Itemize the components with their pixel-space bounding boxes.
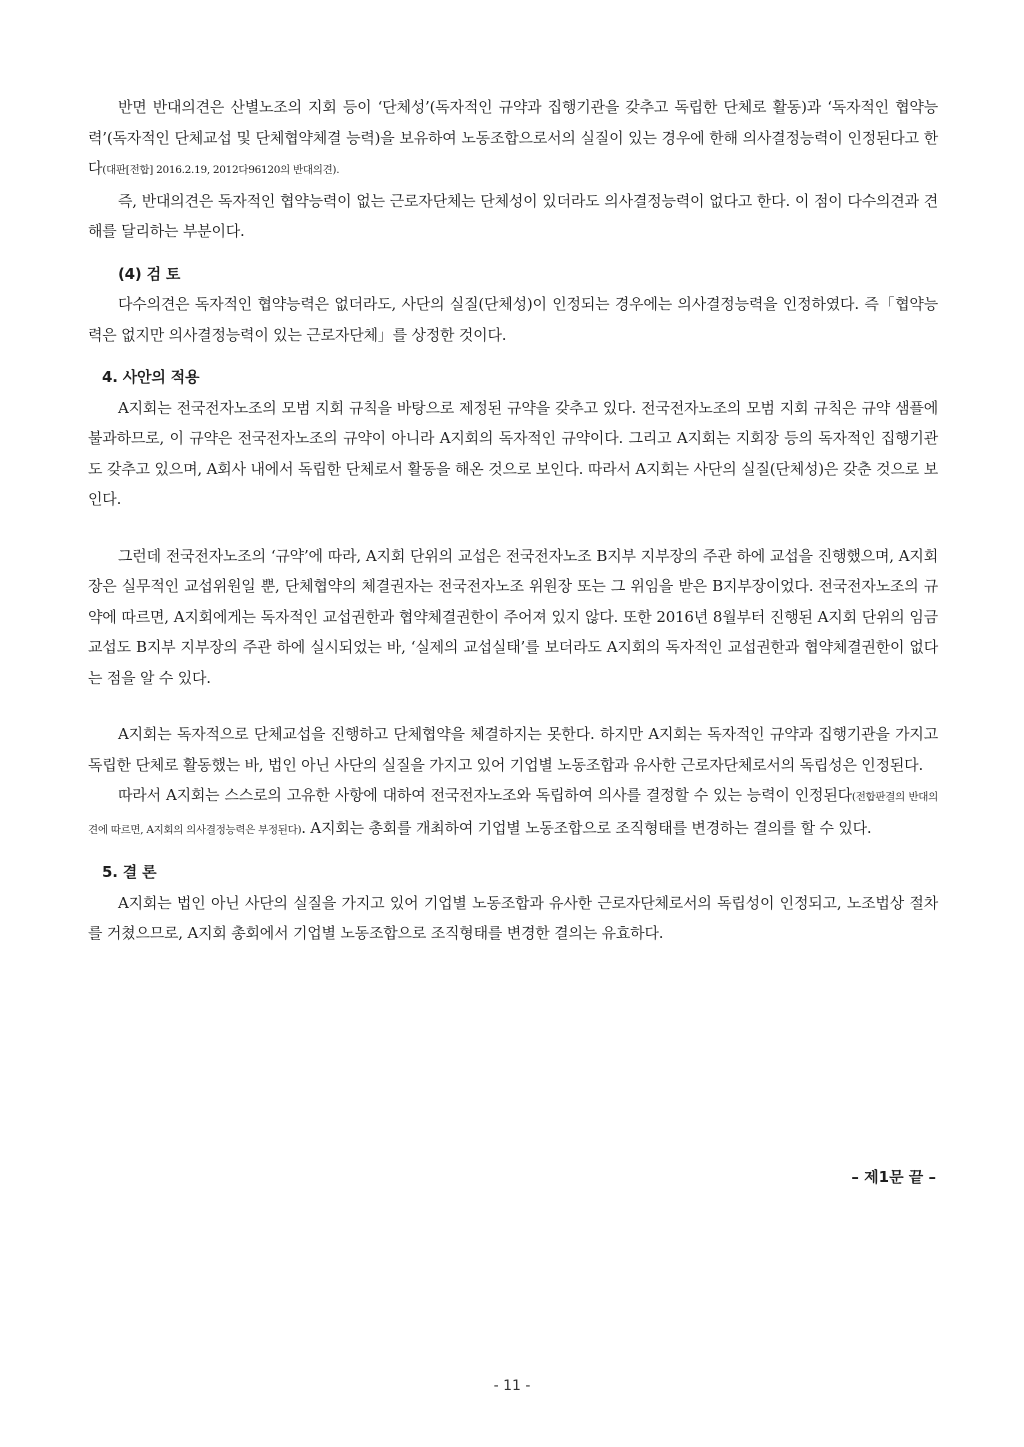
section-5-heading: 5. 결 론 (102, 863, 157, 881)
paragraph-application-2: 그런데 전국전자노조의 ‘규약’에 따라, A지회 단위의 교섭은 전국전자노조 B지부 지부장의 주관 하에 교섭을 진행했으며, A지회장은 실무적인 교섭위원일 뿐, 단체협약의 체결권자는 전국전자노조 위원장 또는 그 위임을 받은 B지부장이었다. 전국전자노조의 규약에 따르면, A지회에게는 독자적인 교섭권한과 협약체결권한이 주어져 있지 않다. 또한 2016년 8월부터 진행된 A지회 단위의 임금교섭도 B지부 지부장의 주관 하에 실시되었는 바, ‘실제의 교섭실태’를 보더라도 A지회의 독자적인 교섭권한과 협약체결권한이 없다는 점을 알 수 있다. (88, 546, 938, 687)
application-4-start: 따라서 A지회는 스스로의 고유한 사항에 대하여 전국전자노조와 독립하여 의사를 결정할 수 있는 능력이 인정된다 (118, 786, 852, 804)
paragraph-application-4 (88, 780, 938, 845)
paragraph-review: 다수의견은 독자적인 협약능력은 없더라도, 사단의 실질(단체성)이 인정되는 경우에는 의사결정능력을 인정하였다. 즉「협약능력은 없지만 의사결정능력이 있는 근로자단체」를 상정한 것이다. (88, 295, 938, 344)
paragraph-dissent-summary: 즉, 반대의견은 독자적인 협약능력이 없는 근로자단체는 단체성이 있더라도 의사결정능력이 없다고 한다. 이 점이 다수의견과 견해를 달리하는 부분이다. (88, 191, 938, 240)
page-number: - 11 - (493, 1378, 531, 1394)
paragraph-application-1: A지회는 전국전자노조의 모범 지회 규칙을 바탕으로 제정된 규약을 갖추고 있다. 전국전자노조의 모범 지회 규칙은 규약 샘플에 불과하므로, 이 규약은 전국전자노조의 규약이 아니라 A지회의 독자적인 규약이다. 그리고 A지회는 지회장 등의 독자적인 집행기관도 갖추고 있으며, A회사 내에서 독립한 단체로서 활동을 해온 것으로 보인다. 따라서 A지회는 사단의 실질(단체성)은 갖춘 것으로 보인다. (88, 398, 938, 508)
end-of-question-mark: – 제1문 끝 – (851, 1168, 936, 1186)
dissent-citation: (대판[전합] 2016.2.19, 2012다96120의 반대의견). (102, 164, 340, 176)
section-4-heading: 4. 사안의 적용 (102, 368, 200, 386)
dissent-text: 반면 반대의견은 산별노조의 지회 등이 ‘단체성’(독자적인 규약과 집행기관을 갖추고 독립한 단체로 활동)과 ‘독자적인 협약능력’(독자적인 단체교섭 및 단체협약체결 능력)을 보유하여 노동조합으로서의 실질이 있는 경우에 한해 의사결정능력이 인정된다고 한다 (88, 98, 938, 177)
document-body (88, 92, 938, 949)
review-heading: (4) 검 토 (118, 264, 181, 283)
paragraph-conclusion: A지회는 법인 아닌 사단의 실질을 가지고 있어 기업별 노동조합과 유사한 근로자단체로서의 독립성이 인정되고, 노조법상 절차를 거쳤으므로, A지회 총회에서 기업별 노동조합으로 조직형태를 변경한 결의는 유효하다. (88, 893, 938, 942)
application-4-end: . A지회는 총회를 개최하여 기업별 노동조합으로 조직형태를 변경하는 결의를 할 수 있다. (301, 818, 872, 837)
paragraph-dissent-opinion (88, 92, 938, 186)
application-4-note: (전합판결의 반대의견에 따르면, A지회의 의사결정능력은 부정된다) (88, 791, 938, 836)
paragraph-application-3: A지회는 독자적으로 단체교섭을 진행하고 단체협약을 체결하지는 못한다. 하지만 A지회는 독자적인 규약과 집행기관을 가지고 독립한 단체로 활동했는 바, 법인 아닌 사단의 실질을 가지고 있어 기업별 노동조합과 유사한 근로자단체로서의 독립성은 인정된다. (88, 725, 938, 774)
